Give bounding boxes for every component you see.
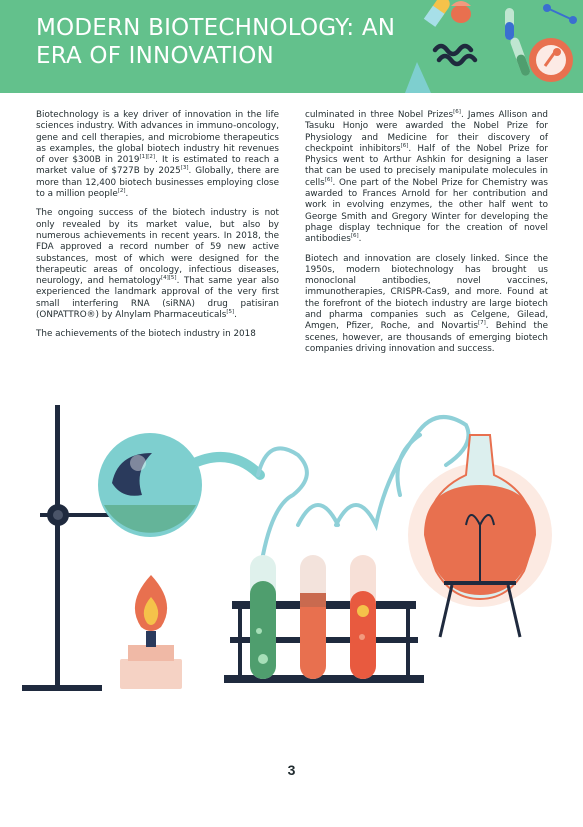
- paragraph: Biotechnology is a key driver of innovation in the life sciences industry. With advances in immuno-oncology, gene and cell therapies, and microbiome therapeutics as examples, the global biotech industry hit revenues of over $300B in 2019[1][2]. It is estimated to reach a market value of $727B by 2025[3]. Globally, there are more than 12,400 biotech businesses employing close to a million people[2].: [36, 110, 279, 200]
- lab-illustration: [0, 405, 583, 705]
- column-left: [36, 110, 279, 372]
- flask-icon: [529, 38, 573, 82]
- paragraph: culminated in three Nobel Prizes[6]. James Allison and Tasuku Honjo were awarded the Nobel Prize for Physiology and Medicine for their discovery of checkpoint inhibitors[6]. Half of the Nobel Prize for Physics went to Arthur Ashkin for designing a laser that can be used to precisely manipulate molecules in cells[6]. One part of the Nobel Prize for Chemistry was awarded to Frances Arnold for her contribution and work in evolving enzymes, the other half went to George Smith and Gregory Winter for developing the phage display technique for the creation of novel antibodies[6].: [305, 109, 548, 245]
- test-tube-orange: [300, 555, 326, 679]
- column-right: [305, 110, 548, 372]
- green-tube-icon: [509, 36, 531, 77]
- pill-icon: [424, 0, 453, 27]
- bunsen-burner-icon: [120, 575, 182, 689]
- drop-icon: [451, 1, 471, 23]
- test-tube-green: [250, 555, 276, 679]
- test-tube-red: [350, 555, 376, 679]
- dna-squiggle-icon: [435, 46, 475, 64]
- retort-flask-icon: [98, 433, 260, 537]
- body-text: [36, 110, 548, 372]
- paragraph: Biotech and innovation are closely linked. Since the 1950s, modern biotechnology has brought us monoclonal antibodies, novel vaccines, immunotherapies, CRISPR-Cas9, and more. Found at the forefront of the biotech industry are large biotech and pharma companies such as Celgene, Gilead, Amgen, Pfizer, Roche, and Novartis[7]. Behind the scenes, however, are thousands of emerging biotech companies driving innovation and success.: [305, 253, 548, 354]
- molecule-icon: [543, 4, 577, 24]
- header-banner: [0, 0, 583, 93]
- light-bulb-flask-icon: [408, 435, 552, 637]
- triangle-shape: [405, 62, 431, 93]
- test-tube-icon: [505, 8, 514, 40]
- page-number: 3: [287, 762, 296, 778]
- header-illustration: [395, 0, 583, 93]
- page-title: MODERN BIOTECHNOLOGY: AN ERA OF INNOVATION: [36, 15, 396, 69]
- paragraph: The achievements of the biotech industry in 2018: [36, 329, 256, 340]
- paragraph: The ongoing success of the biotech industry is not only revealed by its market value, but also by numerous achievements in recent years. In 2018, the FDA approved a record number of 59 new active substances, most of which were designed for the therapeutic areas of oncology, infectious diseases, neurology, and hematology[4][5]. That same year also experienced the landmark approval of the very first small interfering RNA (siRNA) drug patisiran (ONPATTRO®) by Alnylam Pharmaceuticals[5].: [36, 208, 279, 321]
